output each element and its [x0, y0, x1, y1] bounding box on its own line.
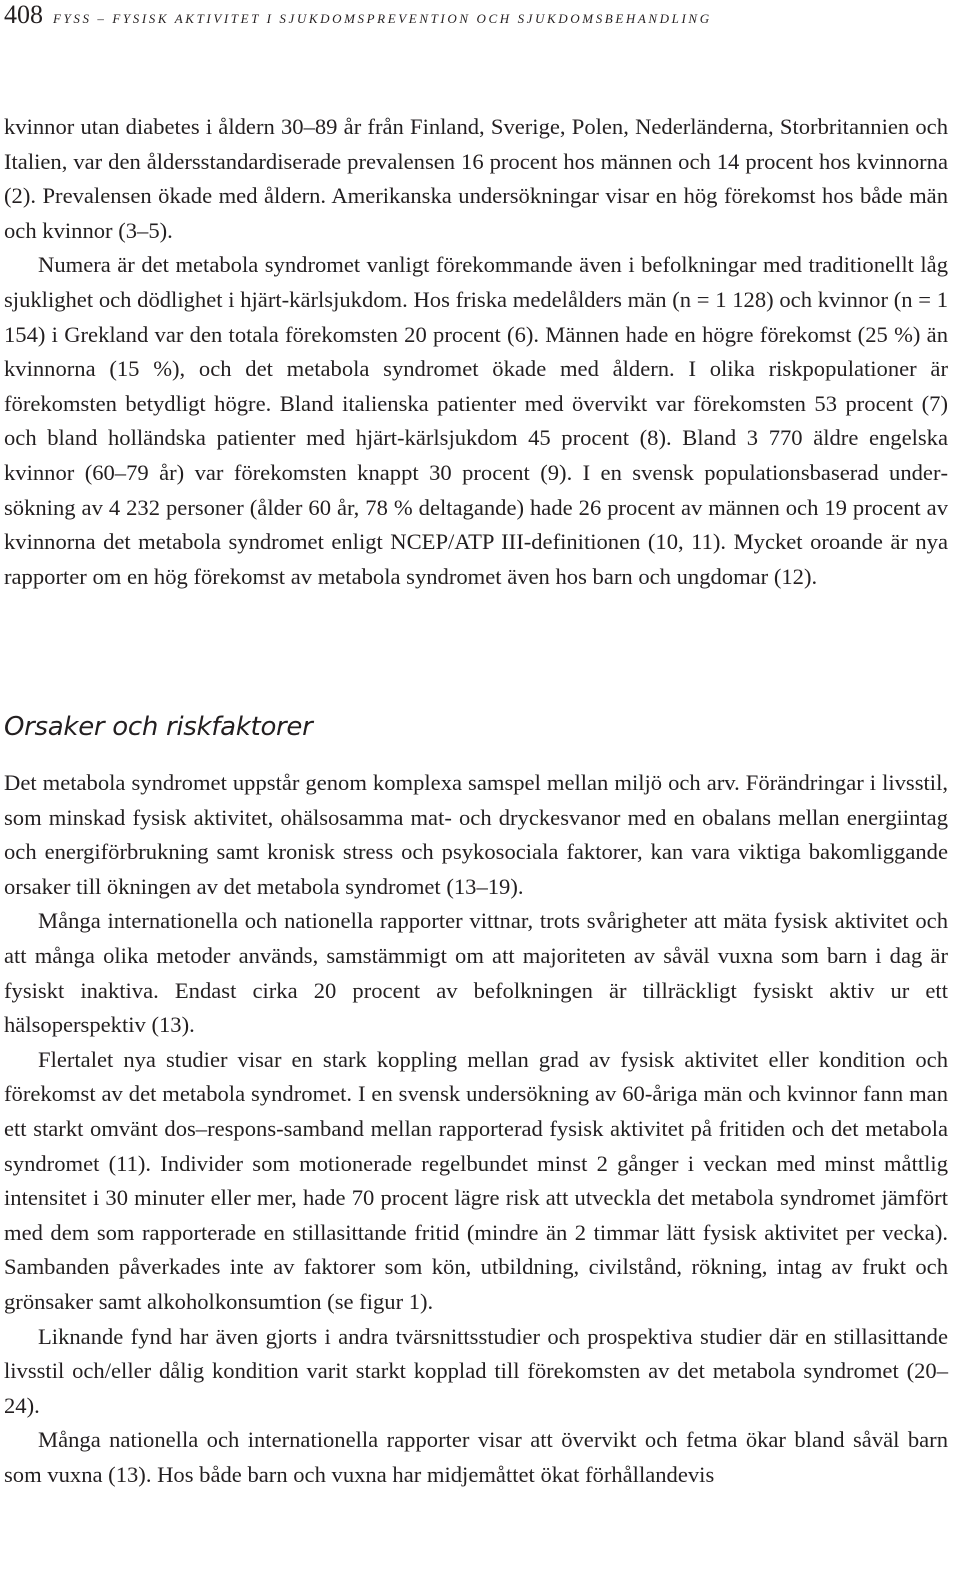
section-heading: Orsaker och riskfaktorer	[4, 712, 313, 742]
paragraph: Liknande fynd har även gjorts i andra tvärsnittsstudier och prospektiva studier där en stillasittande livsstil och/eller dålig kondition varit starkt kopplad till förekomsten av det metabola syndromet (20–24).	[4, 1323, 948, 1418]
paragraph: Flertalet nya studier visar en stark koppling mellan grad av fysisk aktivitet eller kondition och förekomst av det metabola syndromet. I en svensk undersökning av 60-åriga män och kvinnor fann man ett starkt omvänt dos–respons-samband mellan rapporterad fysisk aktivitet på fritiden och det metabola syndromet (11). Individer som motionerade regelbundet minst 2 gånger i veckan med minst måttlig intensitet i 30 minuter eller mer, hade 70 procent lägre risk att utveckla det metabola syndromet jämfört med dem som rapporterade en stillasittande fritid (mindre än 2 timmar lätt fysisk aktivitet per vecka). Sambanden påverkades inte av faktorer som kön, utbildning, civilstånd, rökning, intag av frukt och grönsaker samt alkoholkonsumtion (se figur 1).	[4, 1046, 948, 1314]
running-header	[4, 0, 712, 34]
body-text-section-2	[4, 766, 948, 1492]
page-number: 408	[4, 0, 43, 29]
paragraph: Numera är det metabola syndromet vanligt förekommande även i befolkningar med traditionellt låg sjuklighet och dödlighet i hjärt-kärlsjukdom. Hos friska medelålders män (n = 1 128) och kvinnor (n = 1 154) i Grekland var den totala förekomsten 20 procent (6). Männen hade en högre förekomst (25 %) än kvinnorna (15 %), och det metabola syndromet ökade med åldern. I olika riskpopulationer är förekomsten betydligt högre. Bland italienska patienter med övervikt var förekomsten 53 procent (7) och bland holländska patienter med hjärt-kärlsjukdom 45 procent (8). Bland 3 770 äldre engelska kvinnor (60–79 år) var förekomsten knappt 30 procent (9). I en svensk populationsbaserad undersökning av 4 232 personer (ålder 60 år, 78 % deltagande) hade 26 procent av männen och 19 procent av kvinnorna det metabola syndromet enligt NCEP/ATP III-definitionen (10, 11). Mycket oroande är nya rapporter om en hög förekomst av metabola syndromet även hos barn och ungdomar (12).	[4, 252, 948, 589]
paragraph: Många internationella och nationella rapporter vittnar, trots svårigheter att mäta fysisk aktivitet och att många olika metoder används, samstämmigt om att majoriteten av såväl vuxna som barn i dag är fysiskt inaktiva. Endast cirka 20 procent av befolkningen är tillräckligt fysiskt aktiv ur ett hälsoperspektiv (13).	[4, 908, 948, 1038]
paragraph: Många nationella och internationella rapporter visar att övervikt och fetma ökar bland såväl barn som vuxna (13). Hos både barn och vuxna har midjemåttet ökat förhållandevis	[4, 1427, 948, 1487]
body-text-section-1	[4, 110, 948, 594]
paragraph: Det metabola syndromet uppstår genom komplexa samspel mellan miljö och arv. Förändringar i livsstil, som minskad fysisk aktivitet, ohälsosamma mat- och dryckesvanor med en obalans mellan energiintag och energiförbrukning samt kronisk stress och psykosociala faktorer, kan vara viktiga bakomliggande orsaker till ökningen av det metabola syndromet (13–19).	[4, 770, 948, 899]
paragraph: kvinnor utan diabetes i åldern 30–89 år från Finland, Sverige, Polen, Nederländerna, Storbritannien och Italien, var den åldersstandardiserade prevalensen 16 procent hos männen och 14 procent hos kvinnorna (2). Prevalensen ökade med åldern. Amerikanska undersökningar visar en hög förekomst hos både män och kvinnor (3–5).	[4, 114, 948, 243]
running-title: FYSS – FYSISK AKTIVITET I SJUKDOMSPREVENTION OCH SJUKDOMSBEHANDLING	[53, 11, 712, 26]
